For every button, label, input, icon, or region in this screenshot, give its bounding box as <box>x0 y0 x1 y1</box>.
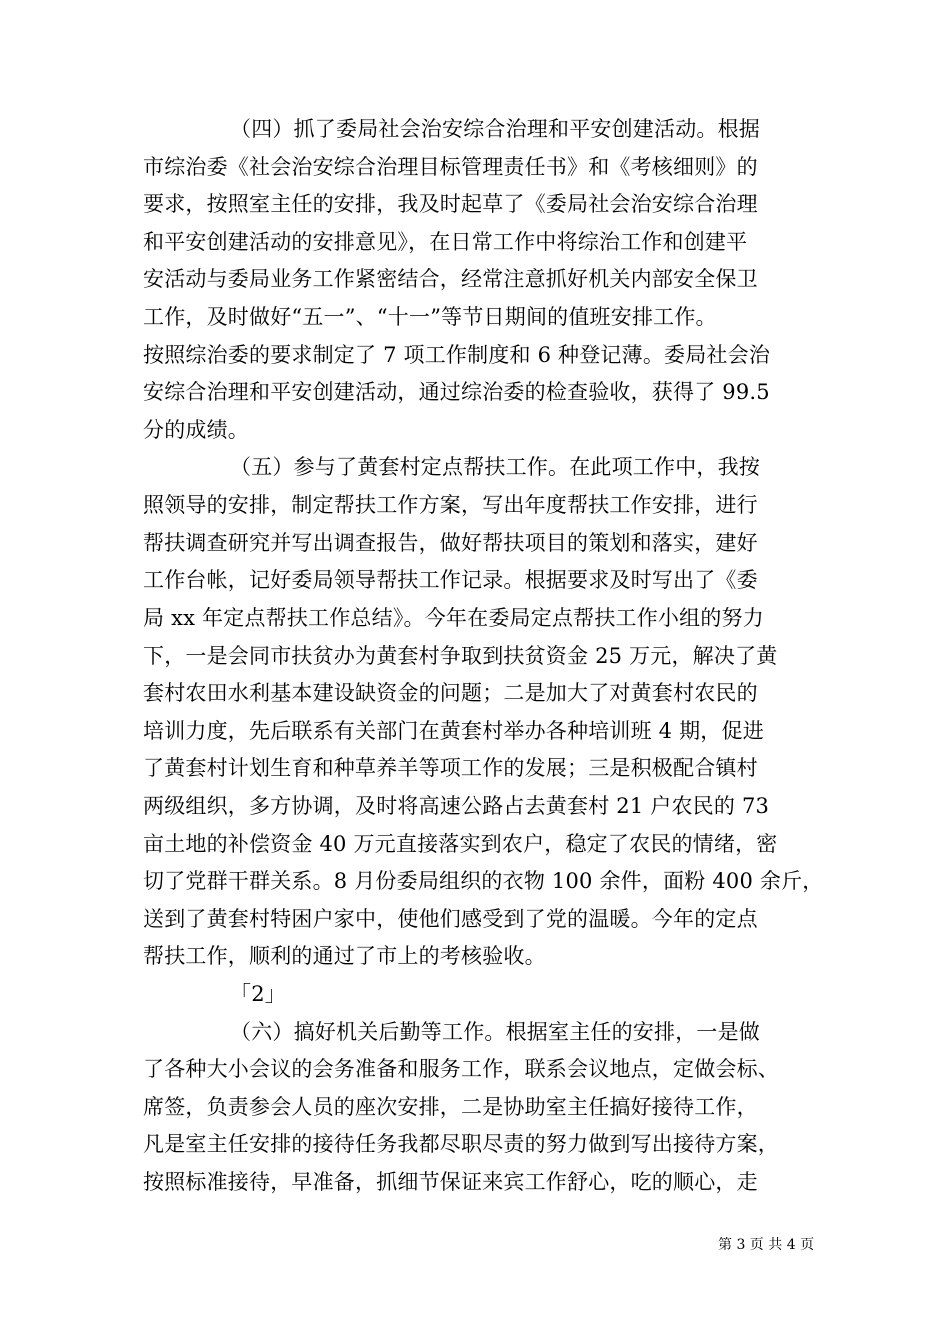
text-line: 照领导的安排，制定帮扶工作方案，写出年度帮扶工作安排，进行 <box>143 493 758 517</box>
text-line: 席签，负责参会人员的座次安排，二是协助室主任搞好接待工作， <box>143 1095 758 1119</box>
text-line: 凡是室主任安排的接待任务我都尽职尽责的努力做到写出接待方案， <box>143 1132 779 1156</box>
text-line: 安综合治理和平安创建活动，通过综治委的检查验收，获得了 99.5 <box>143 380 770 404</box>
text-line: 了各种大小会议的会务准备和服务工作，联系会议地点，定做会标、 <box>143 1057 779 1081</box>
text-line: 安活动与委局业务工作紧密结合，经常注意抓好机关内部安全保卫 <box>143 267 758 291</box>
section-marker: 「2」 <box>230 982 286 1006</box>
text-line: 切了党群干群关系。8 月份委局组织的衣物 100 余件，面粉 400 余斤， <box>143 869 824 893</box>
text-line: 工作台帐，记好委局领导帮扶工作记录。根据要求及时写出了《委 <box>143 568 758 592</box>
text-line: 帮扶调查研究并写出调查报告，做好帮扶项目的策划和落实，建好 <box>143 531 758 555</box>
text-line: 帮扶工作，顺利的通过了市上的考核验收。 <box>143 944 546 968</box>
text-line: 分的成绩。 <box>143 418 249 442</box>
text-line: 按照标准接待，早准备，抓细节保证来宾工作舒心，吃的顺心，走 <box>143 1170 758 1194</box>
text-line: （五）参与了黄套村定点帮扶工作。在此项工作中，我按 <box>230 455 760 479</box>
text-line: 下，一是会同市扶贫办为黄套村争取到扶贫资金 25 万元，解决了黄 <box>143 644 778 668</box>
text-line: 了黄套村计划生育和种草养羊等项工作的发展；三是积极配合镇村 <box>143 756 758 780</box>
text-line: 亩土地的补偿资金 40 万元直接落实到农户，稳定了农民的情绪，密 <box>143 832 778 856</box>
text-line: 市综治委《社会治安综合治理目标管理责任书》和《考核细则》的 <box>143 155 758 179</box>
text-line: 按照综治委的要求制定了 7 项工作制度和 6 种登记薄。委局社会治 <box>143 343 771 367</box>
text-line: （六）搞好机关后勤等工作。根据室主任的安排，一是做 <box>230 1020 760 1044</box>
text-line: 送到了黄套村特困户家中，使他们感受到了党的温暖。今年的定点 <box>143 907 758 931</box>
page-number: 第 3 页 共 4 页 <box>718 1237 815 1253</box>
text-line: 局 xx 年定点帮扶工作总结》。今年在委局定点帮扶工作小组的努力 <box>143 606 764 630</box>
text-line: 套村农田水利基本建设缺资金的问题；二是加大了对黄套村农民的 <box>143 681 758 705</box>
text-line: 和平安创建活动的安排意见》，在日常工作中将综治工作和创建平 <box>143 230 748 254</box>
text-line: 工作，及时做好“五一”、“十一”等节日期间的值班安排工作。 <box>143 305 717 329</box>
text-line: 要求，按照室主任的安排，我及时起草了《委局社会治安综合治理 <box>143 192 758 216</box>
text-line: 培训力度，先后联系有关部门在黄套村举办各种培训班 4 期，促进 <box>143 719 764 743</box>
text-line: （四）抓了委局社会治安综合治理和平安创建活动。根据 <box>230 117 760 141</box>
text-line: 两级组织，多方协调，及时将高速公路占去黄套村 21 户农民的 73 <box>143 794 770 818</box>
